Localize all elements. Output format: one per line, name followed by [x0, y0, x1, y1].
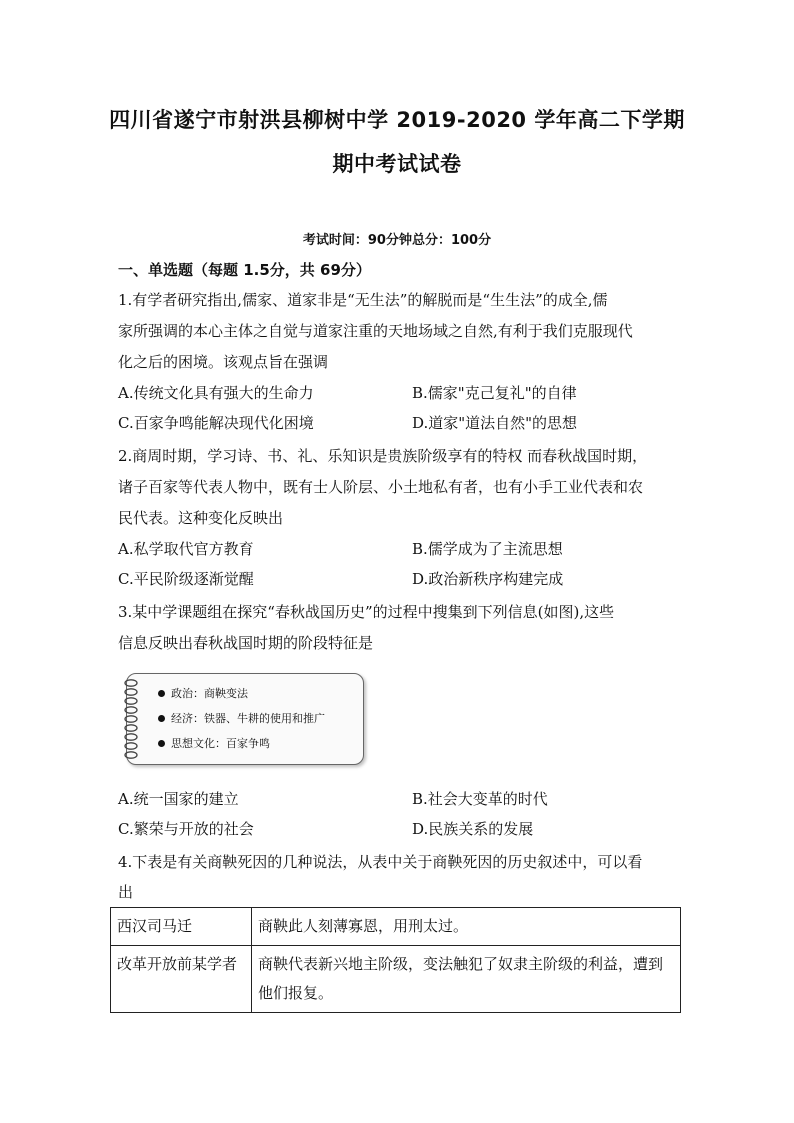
q2-line-2: 诸子百家等代表人物中，既有士人阶层、小土地私有者，也有小手工业代表和农	[118, 478, 644, 496]
q1-line-3: 化之后的困境。该观点旨在强调	[118, 353, 329, 371]
q1-line-2: 家所强调的本心主体之自觉与道家注重的天地场域之自然,有利于我们克服现代	[118, 322, 633, 340]
exam-info: 考试时间：90分钟总分：100分	[302, 233, 492, 248]
q4-table	[110, 907, 681, 1013]
section-heading: 一、单选题（每题 1.5分，共 69分）	[118, 261, 371, 279]
table-cell-source: 改革开放前某学者	[111, 946, 252, 1013]
q2-option-a: A.私学取代官方教育	[118, 540, 254, 558]
q3-line-1: 3.某中学课题组在探究“春秋战国历史”的过程中搜集到下列信息(如图),这些	[118, 603, 615, 621]
table-cell-source: 西汉司马迁	[111, 908, 252, 946]
q2-option-c: C.平民阶级逐渐觉醒	[118, 570, 254, 588]
notebook-spiral-icon	[121, 678, 143, 760]
q4-line-2: 出	[118, 883, 134, 901]
q2-option-d: D.政治新秩序构建完成	[412, 570, 564, 588]
q4-line-1: 4.下表是有关商鞅死因的几种说法，从表中关于商鞅死因的历史叙述中，可以看	[118, 853, 643, 871]
q1-option-b: B.儒家"克己复礼"的自律	[412, 384, 577, 402]
table-cell-view: 商鞅代表新兴地主阶级，变法触犯了奴隶主阶级的利益，遭到他们报复。	[252, 946, 681, 1013]
figure-item-culture: 思想文化：百家争鸣	[158, 735, 270, 751]
table-row	[111, 946, 681, 1013]
bullet-icon	[158, 690, 165, 697]
figure-item-economy: 经济：铁器、牛耕的使用和推广	[158, 710, 325, 726]
q1-option-a: A.传统文化具有强大的生命力	[118, 384, 314, 402]
q2-line-3: 民代表。这种变化反映出	[118, 509, 284, 527]
figure-item-politics: 政治：商鞅变法	[158, 685, 248, 701]
q2-option-b: B.儒学成为了主流思想	[412, 540, 563, 558]
q1-option-c: C.百家争鸣能解决现代化困境	[118, 414, 314, 432]
q3-option-b: B.社会大变革的时代	[412, 790, 548, 808]
table-cell-view: 商鞅此人刻薄寡恩，用刑太过。	[252, 908, 681, 946]
table-row	[111, 908, 681, 946]
page-subtitle: 期中考试试卷	[332, 152, 462, 176]
q2-line-1: 2.商周时期，学习诗、书、礼、乐知识是贵族阶级享有的特权 而春秋战国时期，	[118, 447, 648, 465]
bullet-icon	[158, 740, 165, 747]
bullet-icon	[158, 715, 165, 722]
q3-line-2: 信息反映出春秋战国时期的阶段特征是	[118, 634, 374, 652]
page-title: 四川省遂宁市射洪县柳树中学 2019-2020 学年高二下学期	[109, 108, 685, 132]
q3-option-c: C.繁荣与开放的社会	[118, 820, 254, 838]
q3-option-a: A.统一国家的建立	[118, 790, 239, 808]
q3-option-d: D.民族关系的发展	[412, 820, 534, 838]
q1-line-1: 1.有学者研究指出,儒家、道家非是“无生法”的解脱而是“生生法”的成全,儒	[118, 291, 608, 309]
q1-option-d: D.道家"道法自然"的思想	[412, 414, 578, 432]
